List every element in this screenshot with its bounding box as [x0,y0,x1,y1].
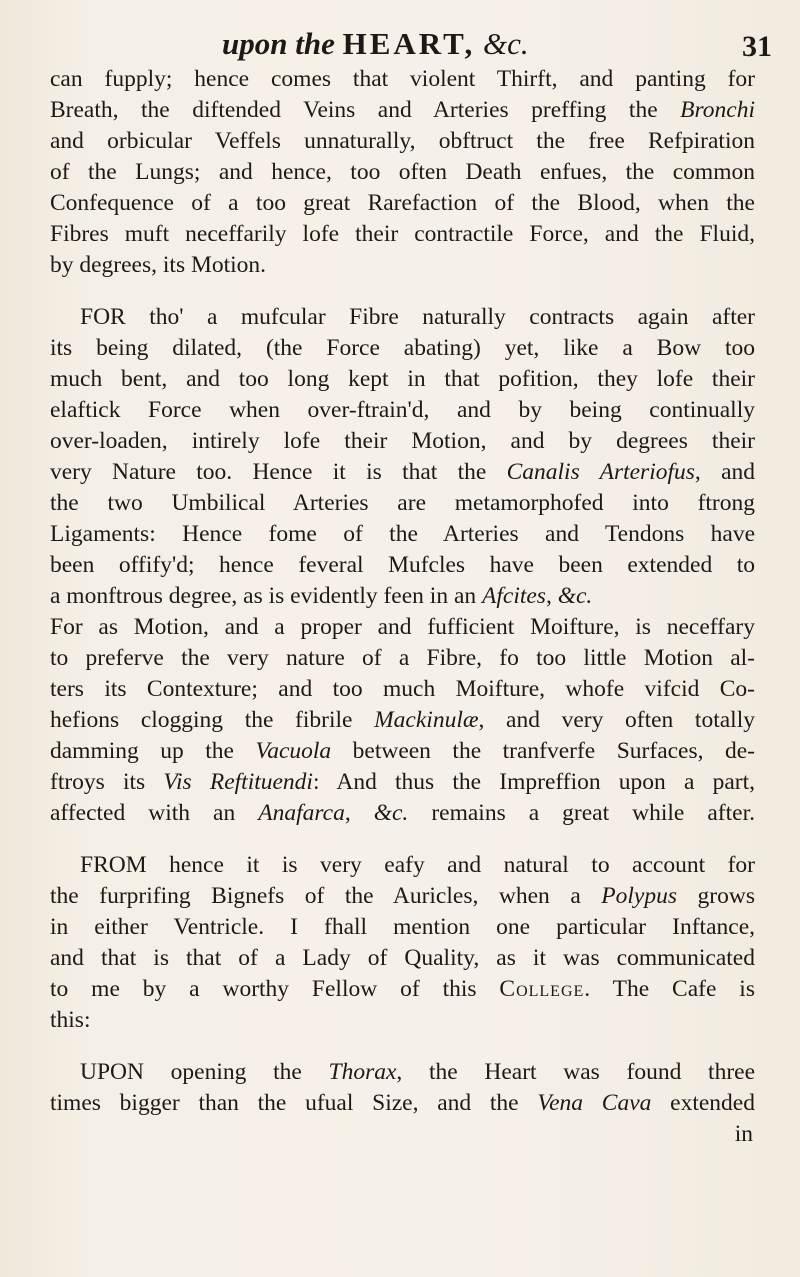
text-line: Fibres muft neceffarily lofe their contractile Force, and the Fluid, [50,221,755,247]
text-line: to preferve the very nature of a Fibre, fo too little Motion al- [50,645,755,671]
page-number: 31 [742,30,772,63]
text-line: elaftick Force when over-ftrain'd, and by being continually [50,397,755,423]
text-line: Breath, the diftended Veins and Arteries preffing the Bronchi [50,97,755,123]
page-header [0,18,800,68]
text-line: FROM hence it is very eafy and natural to account for [80,852,755,878]
text-line: affected with an Anafarca, &c. remains a great while after. [50,800,755,826]
text-line: the two Umbilical Arteries are metamorphofed into ftrong [50,490,755,516]
paragraph-1 [50,64,755,281]
text-line: damming up the Vacuola between the tranfverfe Surfaces, de- [50,738,755,764]
running-head [222,26,529,62]
running-head-etc: &c. [482,26,529,61]
text-line: very Nature too. Hence it is that the Canalis Arteriofus, and [50,459,755,485]
running-head-italic: upon the [222,26,335,61]
text-line: Ligaments: Hence fome of the Arteries and Tendons have [50,521,755,547]
running-head-caps: HEART, [342,26,476,61]
text-line: times bigger than the ufual Size, and the Vena Cava extended [50,1090,755,1116]
text-line: much bent, and too long kept in that pofition, they lofe their [50,366,755,392]
text-line: can fupply; hence comes that violent Thirft, and panting for [50,66,755,92]
paragraph-3 [50,850,755,1036]
text-line: UPON opening the Thorax, the Heart was found three [80,1059,756,1085]
text-line: the furprifing Bignefs of the Auricles, when a Polypus grows [50,883,755,909]
text-line: this: [50,1007,91,1033]
catchword: in [734,1121,753,1147]
body-text [50,64,755,1150]
text-line: over-loaden, intirely lofe their Motion, and by degrees their [50,428,755,454]
text-line: to me by a worthy Fellow of this College. The Cafe is [50,976,755,1002]
text-line: its being dilated, (the Force abating) yet, like a Bow too [50,335,755,361]
text-line: been offify'd; hence feveral Mufcles have been extended to [50,552,755,578]
text-line: a monftrous degree, as is evidently feen in an Afcites, &c. [50,583,593,609]
text-line: and that is that of a Lady of Quality, as it was communicated [50,945,755,971]
text-line: hefions clogging the fibrile Mackinulæ, and very often totally [50,707,755,733]
text-line: ters its Contexture; and too much Moifture, whofe vifcid Co- [50,676,755,702]
paragraph-2 [50,302,755,829]
text-line: of the Lungs; and hence, too often Death enfues, the common [50,159,755,185]
text-line: For as Motion, and a proper and fufficient Moifture, is neceffary [50,614,755,640]
text-line: Confequence of a too great Rarefaction of the Blood, when the [50,190,755,216]
text-line: FOR tho' a mufcular Fibre naturally contracts again after [80,304,755,330]
text-line: ftroys its Vis Reftituendi: And thus the Impreffion upon a part, [50,769,755,795]
text-line: in either Ventricle. I fhall mention one particular Inftance, [50,914,755,940]
text-line: and orbicular Veffels unnaturally, obftruct the free Refpiration [50,128,755,154]
text-line: by degrees, its Motion. [50,252,267,278]
paragraph-4 [50,1057,755,1119]
